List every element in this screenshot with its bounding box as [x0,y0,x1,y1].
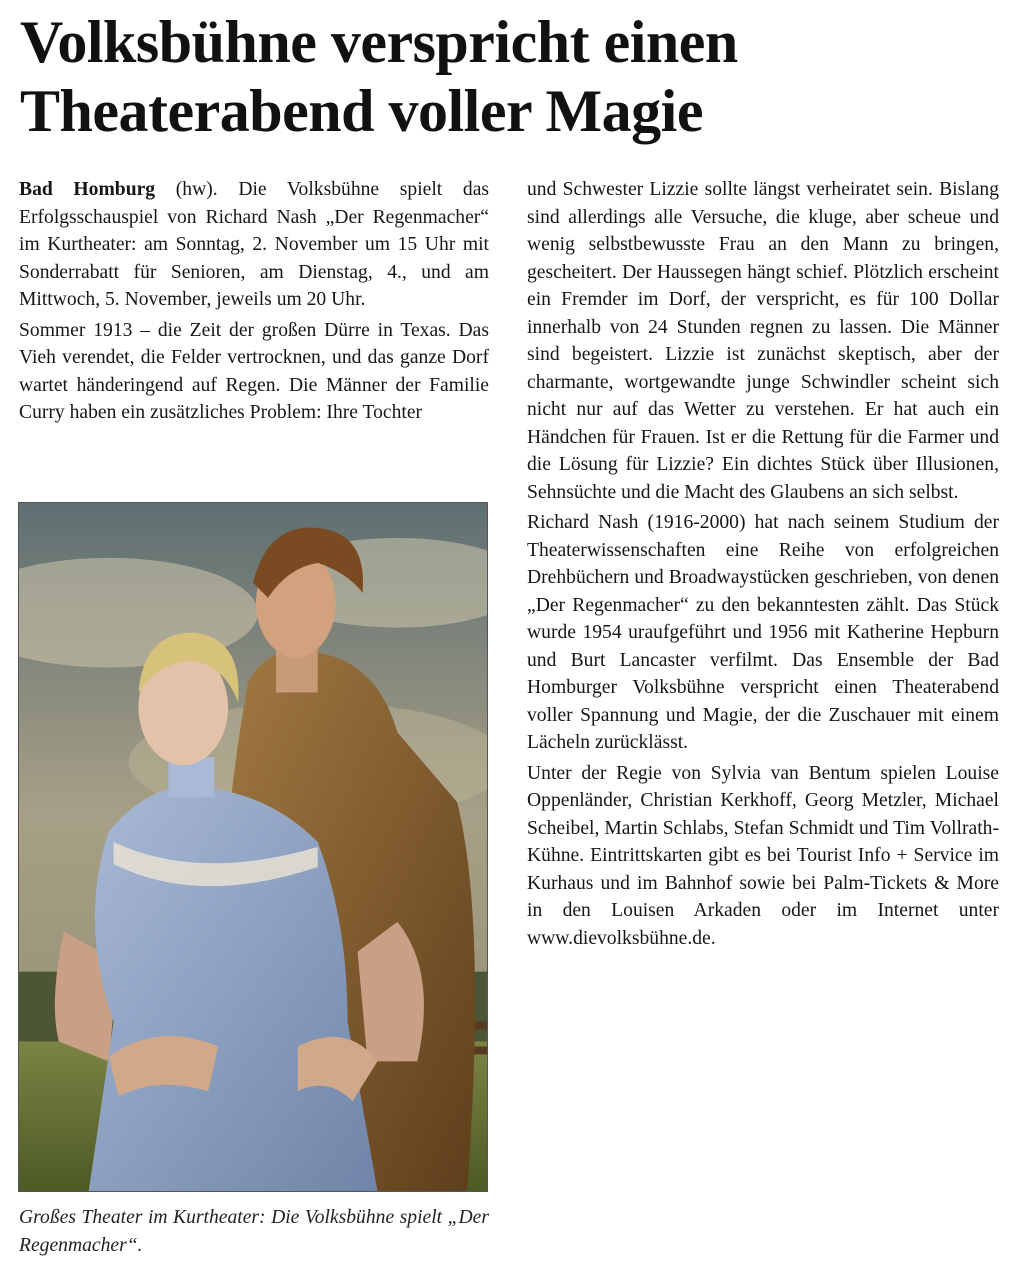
actors-photo-illustration [19,503,487,1191]
headline-line-2: Theaterabend voller Magie [20,78,703,144]
right-column [527,176,999,952]
left-column [19,176,489,427]
lead-paragraph-text: (hw). Die Volksbühne spielt das Erfolgsschauspiel von Richard Nash „Der Regenmacher“ im Kurtheater: am Sonntag, 2. November um 15 Uhr mit Sonderrabatt für Senioren, am Dienstag, 4., und am Mittwoch, 5. November, jeweils um 20 Uhr. [19,179,490,310]
photo-caption: Großes Theater im Kurtheater: Die Volksbühne spielt „Der Regenmacher“. [19,1207,489,1256]
author-paragraph: Richard Nash (1916-2000) hat nach seinem Studium der Theaterwissenschaften eine Reihe von erfolgreichen Drehbüchern und Broadwaystücken geschrieben, von denen „Der Regenmacher“ zu den bekanntesten zählt. Das Stück wurde 1954 uraufgeführt und 1956 mit Katherine Hepburn und Burt Lancaster verfilmt. Das Ensemble der Bad Homburger Volksbühne verspricht einen Theaterabend voller Spannung und Magie, der die Zuschauer mit einem Lächeln zurücklässt. [527,512,999,753]
article-headline [20,8,1010,146]
story-paragraph: Sommer 1913 – die Zeit der großen Dürre in Texas. Das Vieh verendet, die Felder vertrocknen, und das ganze Dorf wartet händeringend auf Regen. Die Männer der Familie Curry haben ein zusätzliches Problem: Ihre Tochter [19,319,489,423]
headline-line-1: Volksbühne verspricht einen [20,9,738,75]
dateline-place: Bad Homburg [19,179,156,200]
article-photo [18,502,488,1192]
story-paragraph-continued: und Schwester Lizzie sollte längst verheiratet sein. Bislang sind allerdings alle Versuche, die kluge, aber scheue und wenig selbstbewusste Frau an den Mann zu bringen, gescheitert. Der Haussegen hängt schief. Plötzlich erscheint ein Fremder im Dorf, der verspricht, es für 100 Dollar innerhalb von 24 Stunden regnen zu lassen. Die Männer sind begeistert. Lizzie ist zunächst skeptisch, aber der charmante, wortgewandte junge Schwindler scheint sich nicht nur auf das Wetter zu verstehen. Er hat auch ein Händchen für Frauen. Ist er die Rettung für die Farmer und die Lösung für Lizzie? Ein dichtes Stück über Illusionen, Sehnsüchte und die Macht des Glaubens an sich selbst. [527,179,999,503]
lead-paragraph [19,176,489,314]
cast-paragraph: Unter der Regie von Sylvia van Bentum spielen Louise Oppenländer, Christian Kerkhoff, Georg Metzler, Michael Scheibel, Martin Schlabs, Stefan Schmidt und Tim Vollrath-Kühne. Eintrittskarten gibt es bei Tourist Info + Service im Kurhaus und im Bahnhof sowie bei Palm-Tickets & More in den Louisen Arkaden oder im Internet unter www.dievolksbühne.de. [527,762,999,949]
